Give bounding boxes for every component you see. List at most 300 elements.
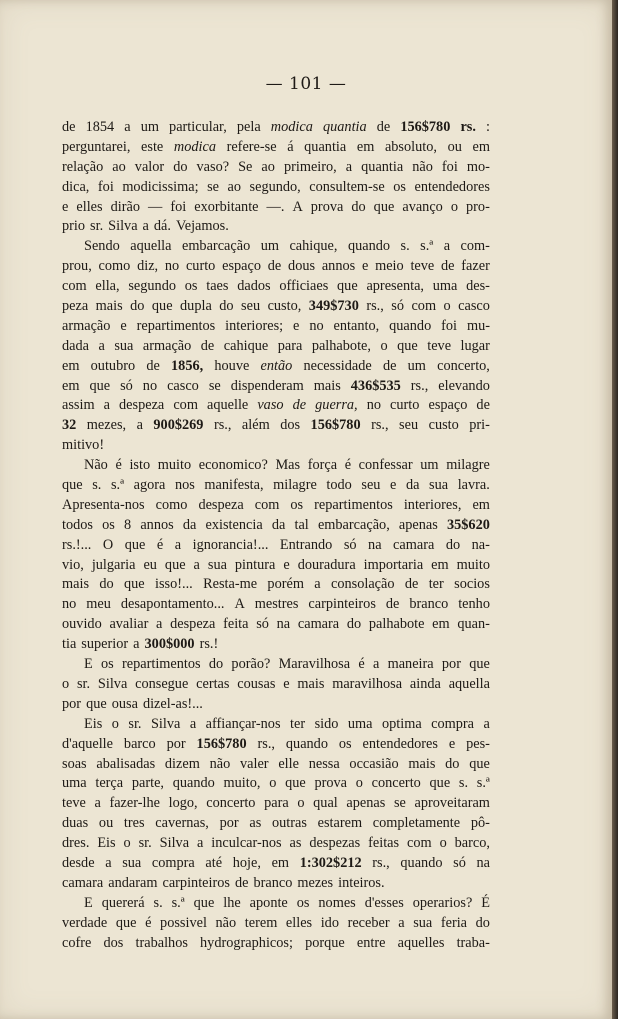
word: a [174, 536, 182, 553]
word: entanto, [333, 317, 380, 334]
word: Apresenta-nos [62, 496, 145, 513]
word: o [297, 795, 305, 812]
word: uma [432, 278, 458, 295]
word: mezes, [86, 417, 127, 434]
word: Entrando [279, 536, 333, 553]
word: E [84, 656, 93, 673]
word: fazer-lhe [109, 795, 160, 812]
word: sua [122, 854, 142, 871]
word: pintura [234, 556, 276, 573]
word: a [372, 656, 380, 673]
word: quantia [322, 119, 367, 135]
word: cahique, [289, 238, 338, 255]
word: 349$730 [308, 298, 359, 315]
word: custo [428, 417, 459, 434]
word: ter [428, 576, 444, 593]
text-line [62, 396, 490, 416]
word: annos [321, 258, 356, 275]
word: á [287, 138, 294, 155]
word: interiores, [403, 496, 462, 513]
word: meu [86, 596, 111, 613]
word: com- [460, 238, 490, 255]
word: este [141, 138, 164, 155]
word: as [249, 815, 262, 832]
word: pô- [470, 815, 490, 832]
word: que [397, 337, 418, 354]
word: concerto, [437, 357, 490, 374]
word: o [439, 835, 447, 852]
word: do [445, 755, 460, 772]
word: lavra. [457, 477, 490, 494]
word: consegue [135, 675, 189, 692]
word: Silva [150, 715, 181, 732]
word: e [120, 317, 127, 334]
word: dos [280, 417, 301, 434]
word: foi [441, 158, 458, 175]
word: com [173, 397, 198, 414]
word: confessar [358, 457, 413, 474]
word: vaso? [196, 158, 230, 175]
word: muito [157, 457, 192, 474]
word: outubro [90, 357, 136, 374]
word: força [307, 457, 338, 474]
word: exorbitante [194, 198, 259, 215]
word: quando [172, 775, 215, 792]
word: terem [244, 914, 278, 931]
word: 156$780 [400, 119, 451, 135]
text-line [62, 138, 490, 158]
text-line [62, 615, 490, 635]
text-line [62, 834, 490, 854]
word: nessa [308, 755, 340, 772]
word: modicissima; [122, 178, 199, 195]
word: Mas [275, 457, 301, 474]
word: verdade [62, 914, 108, 931]
word: os [338, 735, 352, 752]
word: com [411, 298, 437, 315]
word: de [234, 874, 249, 891]
word: a [193, 556, 200, 573]
word: palhabote, [311, 337, 371, 354]
word: com [407, 835, 432, 852]
word: despeza [170, 616, 216, 633]
word: mitivo! [62, 437, 105, 454]
text-line [62, 476, 490, 496]
word: julgaria [91, 556, 136, 573]
word: outras [271, 815, 307, 832]
word: a [94, 795, 101, 812]
word: : [486, 119, 490, 135]
word: a [345, 158, 353, 175]
word: isso!... [155, 576, 193, 593]
body-text [62, 118, 490, 953]
word: existencia [205, 516, 263, 533]
word: nos [174, 477, 195, 494]
word: o [450, 198, 458, 215]
word: dada [62, 337, 89, 354]
word: rs., [257, 735, 275, 752]
word: de [146, 357, 160, 374]
word: entre [356, 934, 386, 951]
text-line [62, 317, 490, 337]
text-line [62, 436, 490, 456]
word: Resta-me [203, 576, 258, 593]
word: seu [361, 477, 381, 494]
word: como [155, 496, 188, 513]
word: só [343, 536, 357, 553]
word: quererá [101, 894, 145, 911]
word: particular, [169, 119, 227, 135]
word: hoje, [232, 854, 261, 871]
word: d'esses [364, 894, 404, 911]
word: em [62, 357, 80, 374]
word: ouvido [62, 616, 102, 633]
word: no [142, 377, 158, 394]
word: do [99, 576, 114, 593]
word: porque [305, 934, 345, 951]
word: foi [170, 198, 187, 215]
word: avanço [402, 198, 443, 215]
word: consultem-se [309, 178, 385, 195]
word: os [101, 656, 114, 673]
word: milagre [273, 477, 317, 494]
word: tal [294, 516, 309, 533]
word: entendedores [414, 178, 490, 195]
word: A [292, 198, 303, 215]
word: rs., [213, 417, 232, 434]
word: quando [400, 854, 443, 871]
word: camara [62, 874, 104, 891]
word: estarem [317, 815, 363, 832]
word: que [151, 298, 173, 315]
word: o [62, 675, 70, 692]
word: 35$620 [446, 516, 490, 533]
word: optima [381, 715, 422, 732]
word: s.ª [420, 238, 434, 255]
word: dados [237, 278, 271, 295]
word: do [351, 198, 366, 215]
word: que [469, 755, 490, 772]
word: economico? [198, 457, 268, 474]
word: valer [239, 755, 269, 772]
word: concerto [206, 795, 256, 812]
word: sua [429, 477, 449, 494]
word: quan- [457, 616, 490, 633]
word: nomes [318, 894, 356, 911]
word: ainda [409, 675, 441, 692]
word: só [453, 854, 466, 871]
word: barco [123, 735, 156, 752]
word: dizem [164, 755, 200, 772]
word: E [84, 894, 93, 911]
word: s. [458, 775, 469, 792]
word: só [256, 616, 269, 633]
word: é [156, 536, 164, 553]
text-line [62, 496, 490, 516]
word: occasião [349, 755, 399, 772]
word: mo- [466, 158, 490, 175]
word: apenas [398, 516, 438, 533]
word: não [412, 158, 433, 175]
word: ou [98, 815, 114, 832]
word: 32 [62, 417, 77, 434]
word: 156$780 [310, 417, 361, 434]
word: a [105, 854, 112, 871]
word: mais [408, 755, 436, 772]
word: a [314, 576, 321, 593]
word: 8 [124, 516, 132, 533]
word: aproveitaram [414, 795, 490, 812]
page-number: — 101 — [265, 74, 347, 94]
word: aquelle [207, 397, 249, 414]
word: do [445, 536, 461, 553]
text-line [62, 874, 490, 894]
word: no [62, 596, 77, 613]
word: valor [134, 158, 165, 175]
text-line [62, 575, 490, 595]
word: a [98, 337, 105, 354]
word: seu [241, 298, 261, 315]
word: o [380, 337, 388, 354]
word: dá. [153, 218, 171, 235]
word: que [429, 775, 451, 792]
word: por [219, 815, 239, 832]
word: rs.!... [62, 536, 92, 553]
word: curto [185, 258, 216, 275]
word: todo [326, 477, 352, 494]
word: rs. [460, 119, 476, 135]
word: no [164, 258, 180, 275]
word: hydrographicos; [200, 934, 293, 951]
word: affiançar-nos [205, 715, 281, 732]
word: mu- [466, 317, 490, 334]
word: foi [441, 317, 458, 334]
word: rs., [366, 298, 384, 315]
word: na [368, 536, 382, 553]
word: segundo [128, 278, 176, 295]
word: seu [399, 417, 419, 434]
text-line [62, 516, 490, 536]
word: de [200, 337, 215, 354]
word: sido [314, 715, 339, 732]
word: de [382, 357, 397, 374]
text-line [62, 536, 490, 556]
word: traba- [456, 934, 490, 951]
word: muito [456, 556, 490, 573]
word: da [271, 516, 286, 533]
word: despeza [119, 397, 165, 414]
word: elles [285, 914, 313, 931]
word: s.ª [476, 775, 490, 792]
word: então [260, 357, 293, 374]
word: dica, [62, 178, 90, 195]
word: necessidade [303, 357, 372, 374]
word: superior [81, 636, 129, 653]
word: aquella [448, 675, 490, 692]
text-line [62, 257, 490, 277]
word: sua [207, 556, 227, 573]
word: é [344, 457, 352, 474]
word: só [391, 298, 404, 315]
word: os [290, 496, 304, 513]
word: espaço [222, 258, 262, 275]
word: foi [97, 178, 114, 195]
word: officiaes [279, 278, 329, 295]
word: se [208, 377, 221, 394]
text-line [62, 178, 490, 198]
text-line [62, 914, 490, 934]
word: Se [238, 158, 253, 175]
text-line [62, 695, 490, 715]
word: e [283, 556, 290, 573]
word: repartimentos [121, 656, 201, 673]
word: branco [253, 874, 293, 891]
word: primeiro, [283, 158, 337, 175]
word: do [130, 298, 145, 315]
word: eu [143, 556, 157, 573]
word: annos [140, 516, 174, 533]
word: por [62, 695, 82, 712]
word: uma [62, 775, 87, 792]
text-line [62, 198, 490, 218]
word: de [404, 576, 419, 593]
word: O [102, 536, 114, 553]
word: completamente [372, 815, 461, 832]
word: é [358, 656, 365, 673]
word: parte, [131, 775, 164, 792]
word: teve [427, 337, 452, 354]
word: ao [227, 178, 242, 195]
word: e [448, 735, 456, 752]
text-line [62, 595, 490, 615]
word: os [296, 894, 310, 911]
text-line [62, 814, 490, 834]
word: tres [123, 815, 145, 832]
word: dispenderam [230, 377, 304, 394]
word: que [193, 894, 215, 911]
word: relação [62, 158, 104, 175]
word: qual [313, 795, 338, 812]
word: pri- [469, 417, 490, 434]
word: modica [270, 119, 313, 135]
word: no [309, 317, 324, 334]
word: dos [103, 934, 124, 951]
word: só [120, 377, 133, 394]
word: a [443, 238, 451, 255]
word: o [443, 298, 451, 315]
word: e [283, 675, 290, 692]
word: sua [114, 337, 134, 354]
word: dizel-as!... [142, 695, 203, 712]
word: É [481, 894, 490, 911]
word: mezes [297, 874, 334, 891]
word: desapontamento... [120, 596, 225, 613]
word: quando [389, 317, 432, 334]
word: 156$780 [196, 735, 247, 752]
word: com [62, 278, 87, 295]
word: que [124, 536, 146, 553]
word: casco [458, 298, 490, 315]
word: quando [285, 735, 328, 752]
word: todos [62, 516, 93, 533]
word: tenho [458, 596, 490, 613]
word: segundo, [249, 178, 301, 195]
word: logo, [168, 795, 198, 812]
word: um [420, 457, 439, 474]
word: importaria [363, 556, 424, 573]
word: em [472, 138, 490, 155]
word: dous [288, 258, 316, 275]
text-line [62, 755, 490, 775]
word: Vejamos. [175, 218, 229, 235]
word: quantia [361, 158, 404, 175]
word: quando [347, 238, 391, 255]
word: receber [347, 914, 390, 931]
word: certas [196, 675, 230, 692]
word: um [260, 238, 279, 255]
word: apenas [346, 795, 386, 812]
word: armação [142, 337, 192, 354]
word: apresenta, [366, 278, 424, 295]
word: concerto [371, 775, 421, 792]
word: sr. [138, 835, 152, 852]
word: espaço [428, 397, 468, 414]
text-line [62, 934, 490, 954]
word: na [276, 616, 291, 633]
word: carpinteiros [162, 874, 230, 891]
word: rs., [410, 377, 429, 394]
word: de [62, 119, 76, 135]
text-line [62, 456, 490, 476]
word: com [254, 496, 280, 513]
word: houve [214, 357, 250, 374]
word: socios [454, 576, 490, 593]
word: ter [290, 715, 306, 732]
word: prova [314, 775, 347, 792]
word: a [136, 417, 143, 434]
word: os [393, 178, 406, 195]
word: rs., [371, 417, 389, 434]
word: terça [95, 775, 124, 792]
word: da [405, 477, 420, 494]
word: que [337, 278, 358, 295]
word: do [475, 914, 490, 931]
word: ao [261, 158, 275, 175]
word: por [441, 656, 461, 673]
word: mais [297, 675, 325, 692]
word: desde [62, 854, 95, 871]
word: douradura [297, 556, 356, 573]
word: s.ª [110, 477, 125, 494]
word: rs.! [199, 636, 219, 653]
text-line [62, 217, 490, 237]
word: casco [167, 377, 199, 394]
word: a [156, 616, 163, 633]
text-line [62, 735, 490, 755]
word: pes- [466, 735, 490, 752]
word: para [277, 337, 303, 354]
word: repartimentos [136, 317, 216, 334]
word: o [355, 775, 363, 792]
word: Sendo [84, 238, 120, 255]
word: s. [92, 477, 102, 494]
word: despeza [198, 496, 244, 513]
word: na [476, 854, 490, 871]
word: avaliar [109, 616, 149, 633]
word: em [271, 854, 290, 871]
page-edge [612, 0, 618, 1019]
word: s. [153, 894, 163, 911]
